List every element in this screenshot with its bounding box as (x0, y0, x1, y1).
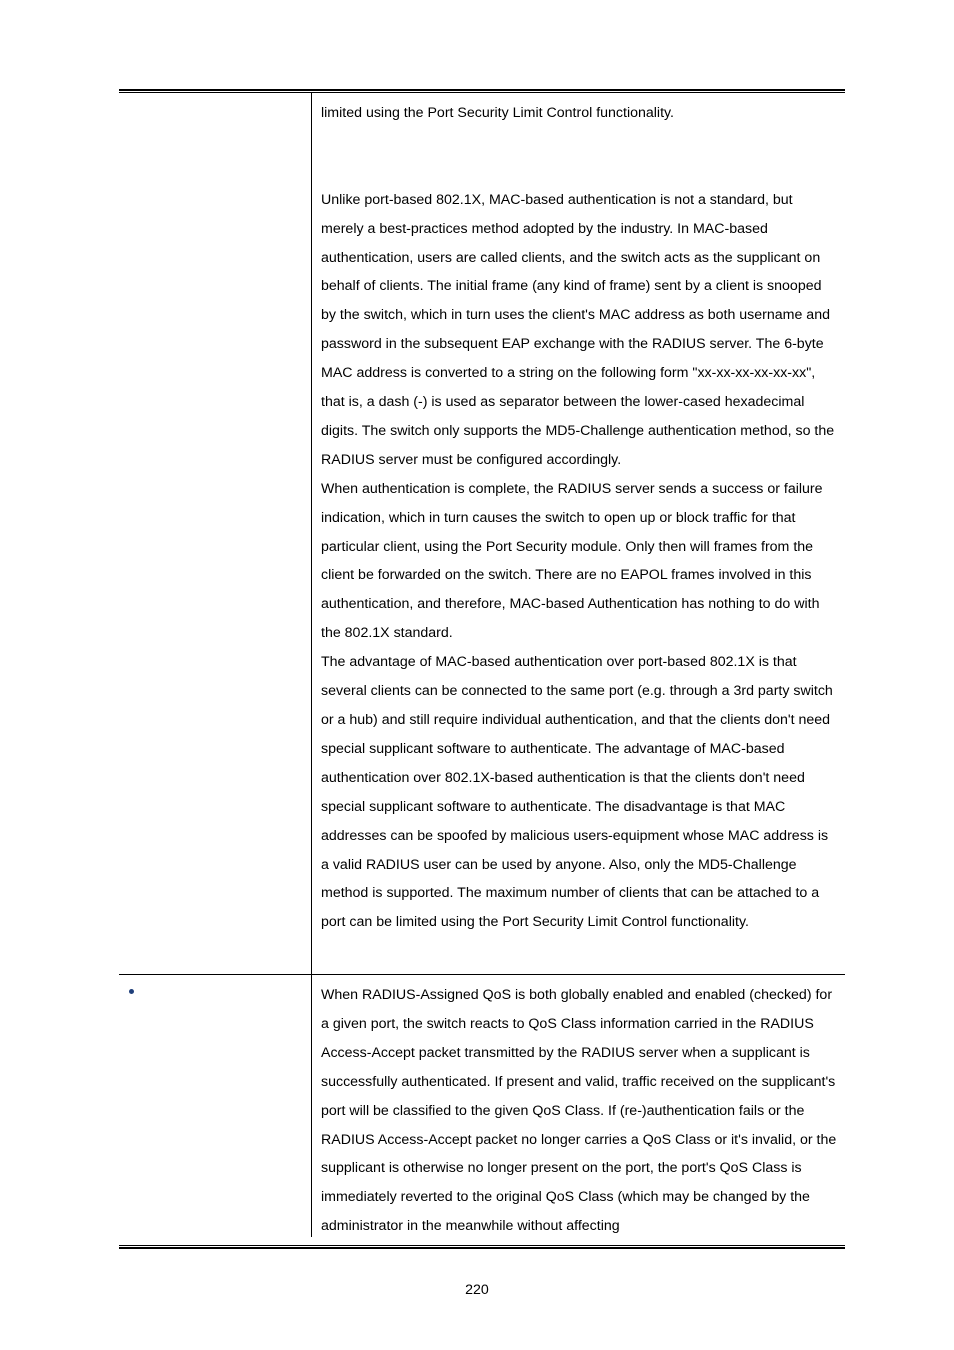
description-paragraph: limited using the Port Security Limit Control functionality. (321, 105, 674, 121)
page-number: 220 (465, 1282, 489, 1298)
table-bottom-rule (119, 1245, 845, 1249)
parameter-name-cell (119, 93, 312, 974)
description-paragraph: When authentication is complete, the RADIUS server sends a success or failure indication, which in turn causes the switch to open up or block traffic for that particular client, using the Port Security module. Only then will frames from the client be forwarded on the switch. There are no EAPOL frames involved in this authentication, and therefore, MAC-based Authentication has nothing to do with the 802.1X standard. (321, 480, 823, 642)
table-row (119, 975, 845, 1245)
description-paragraph: The advantage of MAC-based authentication over port-based 802.1X is that several clients can be connected to the same port (e.g. through a 3rd party switch or a hub) and still require individual authentication, and that the clients don't need special supplicant software to authenticate. The advantage of MAC-based authentication over 802.1X-based authentication is that the clients don't need special supplicant software to authenticate. The disadvantage is that MAC addresses can be spoofed by malicious users-equipment whose MAC address is a valid RADIUS user can be used by anyone. Also, only the MD5-Challenge method is supported. The maximum number of clients that can be attached to a port can be limited using the Port Security Limit Control functionality. (321, 654, 833, 931)
description-cell (312, 975, 845, 1245)
description-cell (312, 93, 845, 974)
parameter-table (119, 89, 845, 1249)
paragraph-gap (321, 128, 839, 186)
parameter-name-cell (119, 975, 312, 1237)
bullet-icon (129, 989, 134, 994)
table-row (119, 93, 845, 975)
description-paragraph: When RADIUS-Assigned QoS is both globally enabled and enabled (checked) for a given port, the switch reacts to QoS Class information carried in the RADIUS Access-Accept packet transmitted by the RADIUS server when a supplicant is successfully authenticated. If present and valid, traffic received on the supplicant's port will be classified to the given QoS Class. If (re-)authentication fails or the RADIUS Access-Accept packet no longer carries a QoS Class or it's invalid, or the supplicant is otherwise no longer present on the port, the port's QoS Class is immediately reverted to the original QoS Class (which may be changed by the administrator in the meanwhile without affecting (321, 987, 837, 1235)
description-paragraph: Unlike port-based 802.1X, MAC-based authentication is not a standard, but merely a best-practices method adopted by the industry. In MAC-based authentication, users are called clients, and the switch acts as the supplicant on behalf of clients. The initial frame (any kind of frame) sent by a client is snooped by the switch, which in turn uses the client's MAC address as both username and password in the subsequent EAP exchange with the RADIUS server. The 6-byte MAC address is converted to a string on the following form "xx-xx-xx-xx-xx-xx", that is, a dash (-) is used as separator between the lower-cased hexadecimal digits. The switch only supports the MD5-Challenge authentication method, so the RADIUS server must be configured accordingly. (321, 191, 835, 468)
